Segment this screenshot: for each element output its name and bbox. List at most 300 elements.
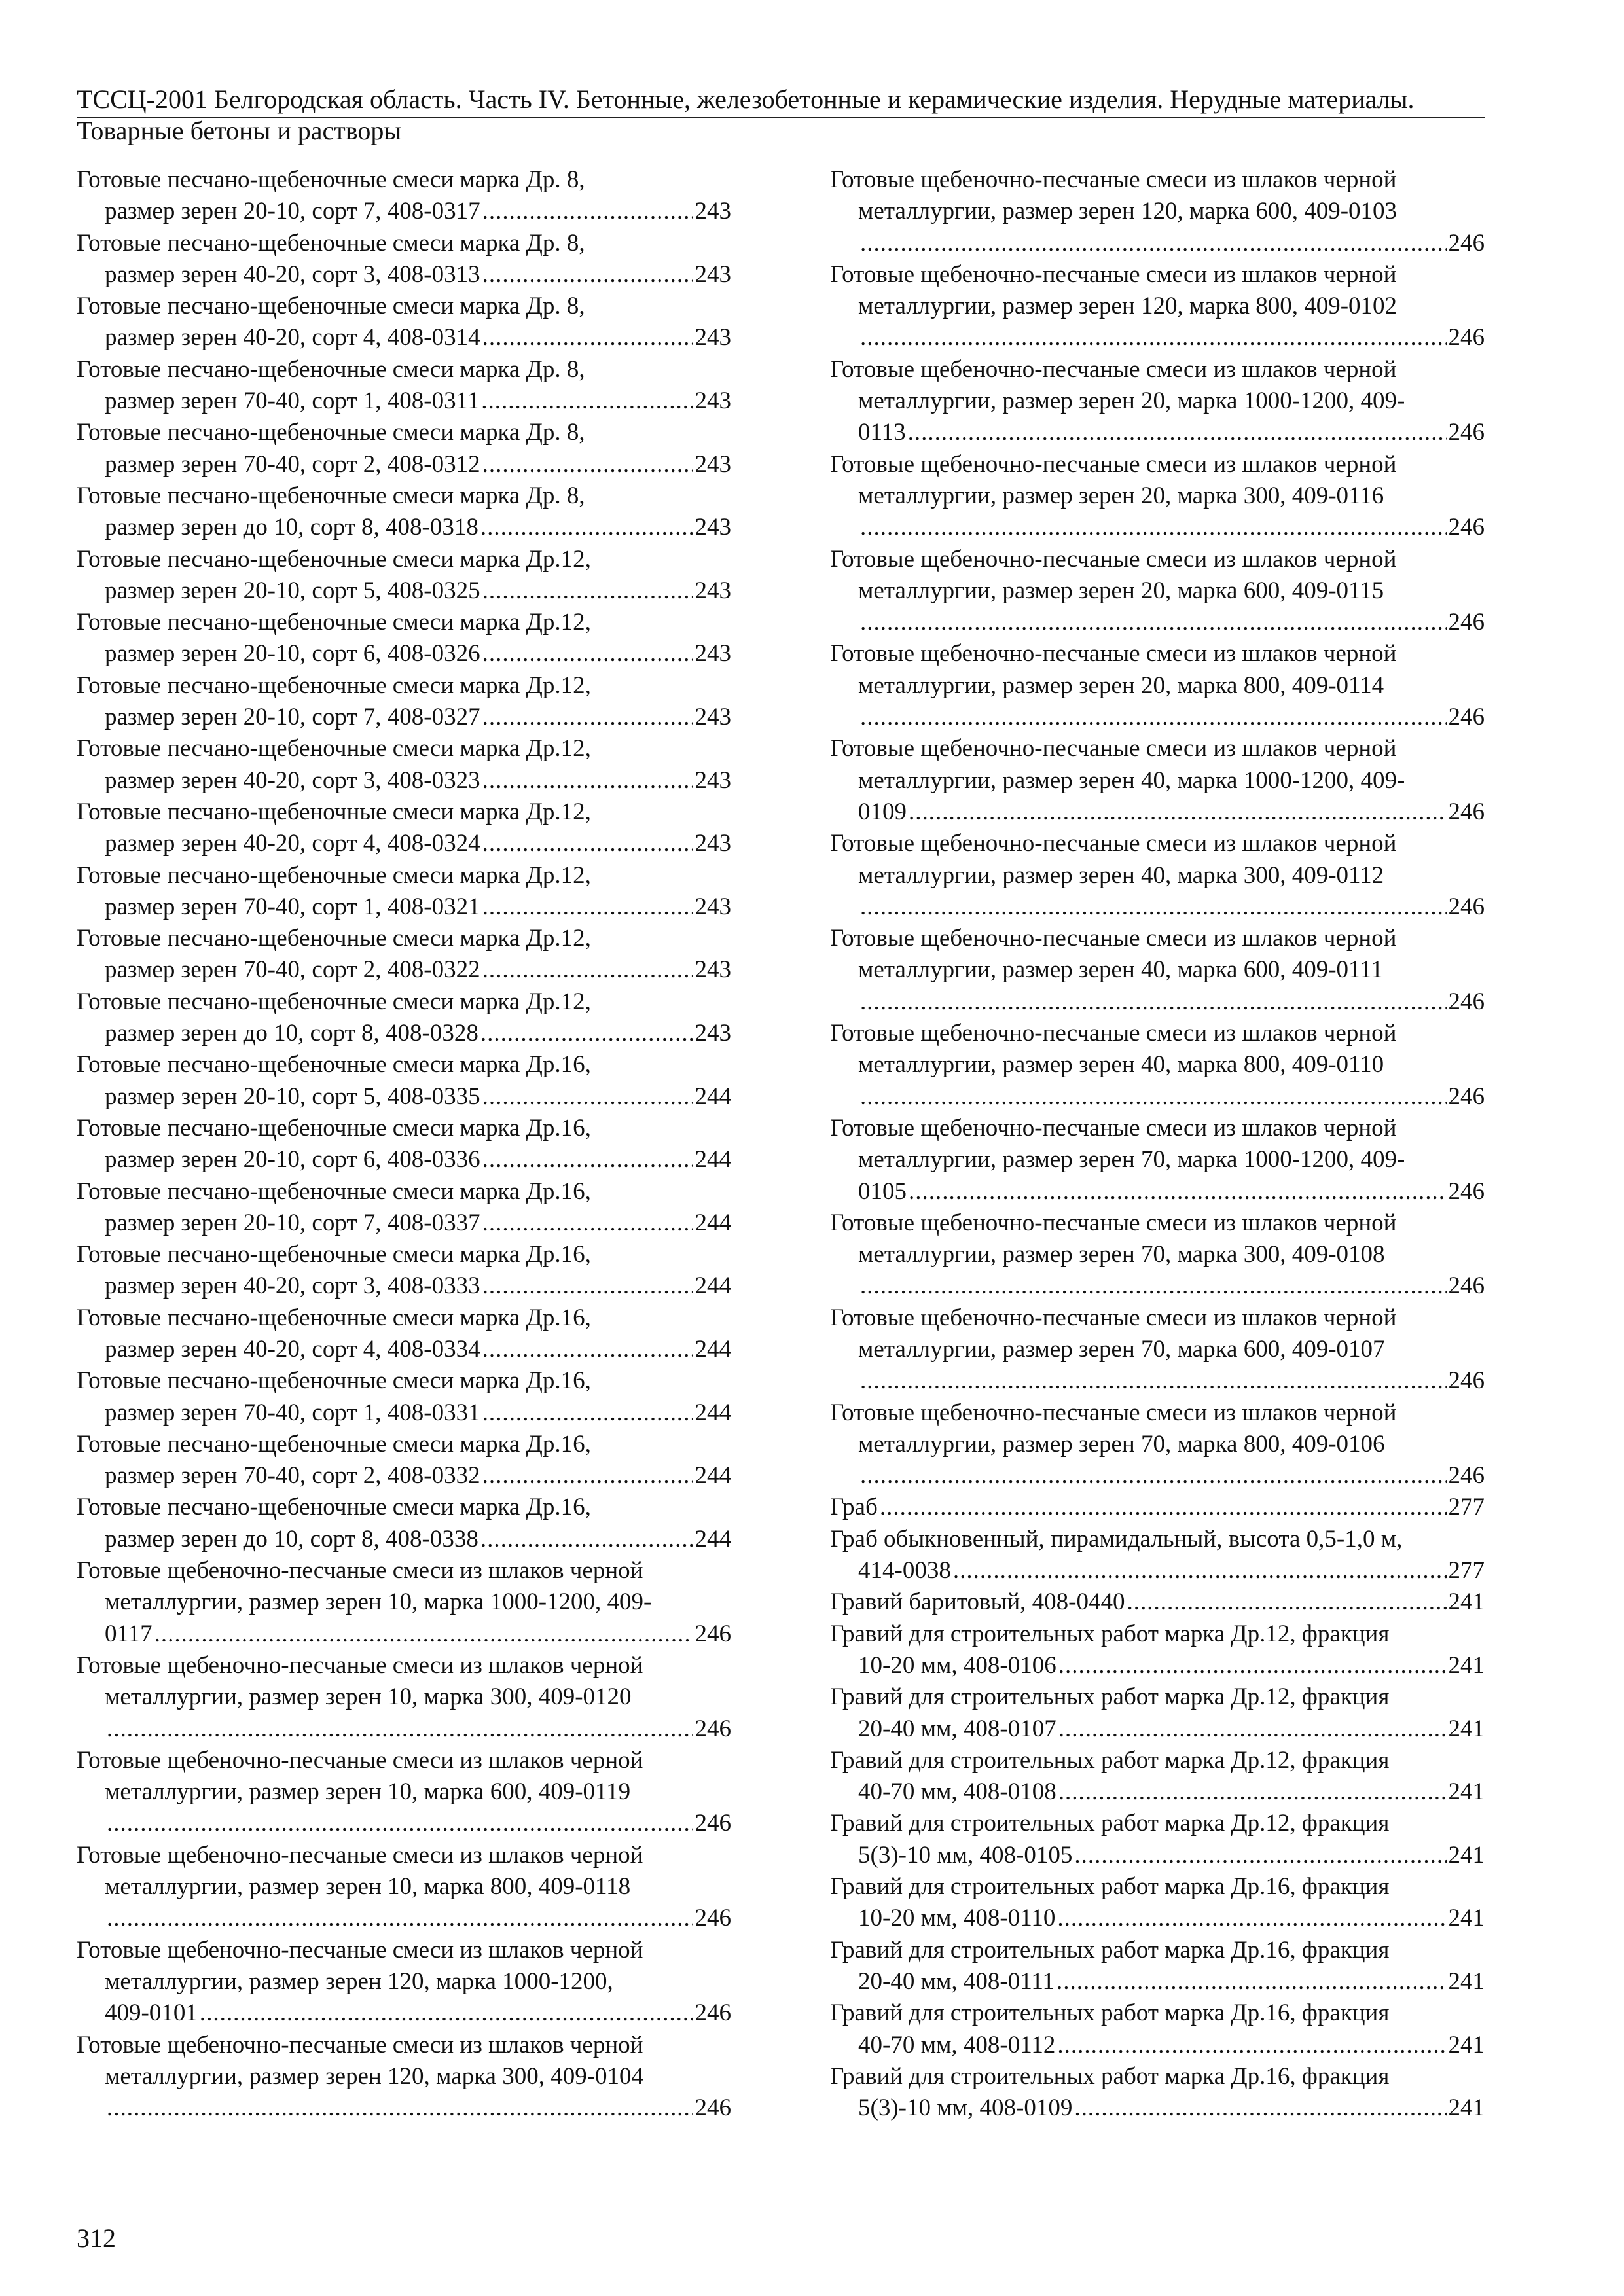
entry-text: Гравий для строительных работ марка Др.12, фракция [830, 1810, 1390, 1837]
index-entry-line [830, 797, 1485, 828]
entry-text: Готовые щебеночно-песчаные смеси из шлаков черной [830, 925, 1397, 952]
entry-text: металлургии, размер зерен 10, марка 1000-1200, 409- [105, 1588, 652, 1616]
entry-text: Готовые песчано-щебеночные смеси марка Др.12, [77, 925, 591, 952]
entry-page-number: 244 [695, 1209, 731, 1236]
dot-leader [482, 1397, 693, 1429]
index-entry [77, 291, 731, 354]
entry-text: размер зерен 70-40, сорт 1, 408-0321 [105, 893, 480, 920]
index-entry-line [830, 702, 1485, 733]
index-entry-line [77, 196, 731, 227]
index-entry [830, 1524, 1485, 1587]
entry-text: Готовые песчано-щебеночные смеси марка Др.16, [77, 1430, 591, 1458]
entry-text: размер зерен 20-10, сорт 5, 408-0325 [105, 577, 480, 604]
entry-text: Готовые песчано-щебеночные смеси марка Др.12, [77, 545, 591, 573]
entry-text: размер зерен 70-40, сорт 1, 408-0311 [105, 387, 480, 415]
entry-text: Готовые щебеночно-песчаные смеси из шлаков черной [830, 830, 1397, 857]
entry-text: Готовые щебеночно-песчаные смеси из шлаков черной [77, 1557, 643, 1585]
entry-text: Готовые песчано-щебеночные смеси марка Др. 8, [77, 293, 585, 320]
index-entry [77, 1365, 731, 1429]
header-rule [77, 117, 1485, 118]
index-column-left [77, 164, 731, 2124]
running-header: ТССЦ-2001 Белгородская область. Часть IV. Бетонные, железобетонные и керамические изделия. Нерудные материалы. Товарные бетоны и растворы [77, 84, 1415, 145]
entry-page-number: 241 [1448, 1588, 1485, 1616]
index-entry [830, 164, 1485, 259]
entry-text: Готовые щебеночно-песчаные смеси из шлаков черной [830, 1114, 1397, 1141]
entry-page-number: 243 [695, 324, 731, 351]
entry-text: Готовые щебеночно-песчаные смеси из шлаков черной [830, 355, 1397, 383]
dot-leader [480, 1018, 693, 1049]
index-entry-line [77, 891, 731, 923]
entry-page-number: 246 [1448, 324, 1485, 351]
index-entry [830, 449, 1485, 544]
entry-page-number: 243 [695, 198, 731, 225]
entry-text: металлургии, размер зерен 10, марка 600, 409-0119 [105, 1778, 631, 1806]
entry-text: Гравий для строительных работ марка Др.16, фракция [830, 1936, 1390, 1964]
index-entry-line [77, 386, 731, 417]
index-entry [77, 480, 731, 544]
index-entry [830, 1619, 1485, 1682]
index-entry [77, 986, 731, 1050]
index-entry [830, 638, 1485, 733]
dot-leader [482, 449, 693, 480]
entry-text: Гравий для строительных работ марка Др.16, фракция [830, 2062, 1390, 2090]
entry-text: Готовые песчано-щебеночные смеси марка Др. 8, [77, 166, 585, 193]
entry-text: Граб обыкновенный, пирамидальный, высота 0,5-1,0 м, [830, 1525, 1403, 1552]
dot-leader [482, 1334, 693, 1365]
entry-page-number: 241 [1448, 2094, 1485, 2122]
entry-text: Готовые щебеночно-песчаные смеси из шлаков черной [77, 1746, 643, 1774]
index-entry-line [830, 1555, 1485, 1587]
entry-page-number: 241 [1448, 1778, 1485, 1806]
entry-page-number: 246 [1448, 514, 1485, 541]
entry-text: Гравий для строительных работ марка Др.12, фракция [830, 1683, 1390, 1711]
entry-page-number: 244 [695, 1399, 731, 1426]
index-entry-line [830, 1903, 1485, 1934]
index-entry-line [830, 228, 1485, 259]
dot-leader [1074, 2092, 1446, 2124]
entry-text: Готовые песчано-щебеночные смеси марка Др.16, [77, 1051, 591, 1079]
entry-page-number: 243 [695, 1020, 731, 1047]
index-entry [77, 1049, 731, 1113]
entry-text: размер зерен 40-20, сорт 3, 408-0323 [105, 766, 480, 794]
entry-page-number: 244 [695, 1272, 731, 1300]
entry-text: размер зерен 20-10, сорт 6, 408-0336 [105, 1146, 480, 1174]
index-entry [77, 733, 731, 797]
index-entry [830, 1681, 1485, 1745]
entry-page-number: 241 [1448, 2031, 1485, 2058]
entry-text: металлургии, размер зерен 40, марка 800, 409-0110 [858, 1051, 1384, 1079]
index-entry-line [830, 1713, 1485, 1745]
entry-text: размер зерен до 10, сорт 8, 408-0318 [105, 514, 478, 541]
index-entry [830, 1302, 1485, 1397]
entry-page-number: 246 [695, 2094, 731, 2122]
index-entry [77, 797, 731, 860]
entry-text: размер зерен 40-20, сорт 3, 408-0333 [105, 1272, 480, 1300]
entry-text: Готовые песчано-щебеночные смеси марка Др.12, [77, 609, 591, 636]
index-entry-line [77, 259, 731, 291]
dot-leader [481, 386, 693, 417]
dot-leader [1057, 2030, 1446, 2061]
entry-text: Готовые щебеночно-песчаные смеси из шлаков черной [830, 1020, 1397, 1047]
entry-text: Готовые щебеночно-песчаные смеси из шлаков черной [830, 640, 1397, 668]
index-entry-line [77, 449, 731, 480]
entry-text: металлургии, размер зерен 120, марка 1000-1200, [105, 1967, 613, 1995]
entry-text: Готовые щебеночно-песчаные смеси из шлаков черной [830, 735, 1397, 762]
entry-page-number: 244 [695, 1335, 731, 1363]
index-entry [830, 1492, 1485, 1523]
entry-text: Готовые песчано-щебеночные смеси марка Др.16, [77, 1304, 591, 1331]
index-entry [77, 1935, 731, 2030]
index-entry-line [77, 1334, 731, 1365]
entry-text: 0113 [858, 419, 906, 446]
entry-text: размер зерен 20-10, сорт 7, 408-0317 [105, 198, 480, 225]
index-entry [77, 923, 731, 986]
entry-text: Готовые щебеночно-песчаные смеси из шлаков черной [77, 1841, 643, 1869]
entry-text: металлургии, размер зерен 20, марка 600, 409-0115 [858, 577, 1384, 604]
index-entry-line [77, 1808, 731, 1839]
entry-page-number: 246 [1448, 798, 1485, 825]
index-entry [830, 1587, 1485, 1618]
index-entry [77, 1239, 731, 1302]
entry-text: Готовые щебеночно-песчаные смеси из шлаков черной [830, 1304, 1397, 1331]
index-entry [830, 1113, 1485, 1208]
entry-text: Гравий баритовый, 408-0440 [830, 1588, 1125, 1616]
entry-page-number: 241 [1448, 1841, 1485, 1869]
dot-leader [860, 1365, 1447, 1397]
entry-page-number: 246 [695, 2000, 731, 2027]
entry-page-number: 244 [695, 1462, 731, 1490]
index-entry-line [77, 1713, 731, 1745]
entry-text: размер зерен 40-20, сорт 3, 408-0313 [105, 260, 480, 288]
entry-page-number: 243 [695, 514, 731, 541]
index-entry-line [830, 1966, 1485, 1998]
entry-text: металлургии, размер зерен 20, марка 300, 409-0116 [858, 482, 1384, 509]
index-entry [830, 1745, 1485, 1808]
index-entry-line [77, 765, 731, 797]
entry-page-number: 246 [1448, 1462, 1485, 1490]
entry-text: 0109 [858, 798, 907, 825]
dot-leader [482, 575, 693, 607]
dot-leader [482, 259, 693, 291]
entry-text: Гравий для строительных работ марка Др.16, фракция [830, 2000, 1390, 2027]
entry-page-number: 246 [695, 1810, 731, 1837]
dot-leader [482, 702, 693, 733]
dot-leader [860, 1270, 1447, 1302]
entry-page-number: 241 [1448, 1715, 1485, 1742]
index-entry [77, 670, 731, 734]
index-entry-line [77, 638, 731, 670]
index-entry-line [830, 1176, 1485, 1208]
dot-leader [107, 1713, 693, 1745]
entry-text: 5(3)-10 мм, 408-0105 [858, 1841, 1073, 1869]
entry-text: металлургии, размер зерен 20, марка 1000-1200, 409- [858, 387, 1405, 415]
entry-text: металлургии, размер зерен 40, марка 1000-1200, 409- [858, 766, 1405, 794]
entry-text: размер зерен 70-40, сорт 2, 408-0332 [105, 1462, 480, 1490]
entry-text: Готовые щебеночно-песчаные смеси из шлаков черной [830, 1399, 1397, 1426]
dot-leader [860, 228, 1447, 259]
entry-page-number: 243 [695, 577, 731, 604]
dot-leader [107, 1903, 693, 1934]
dot-leader [860, 891, 1447, 923]
entry-text: Гравий для строительных работ марка Др.12, фракция [830, 1620, 1390, 1647]
entry-page-number: 243 [695, 387, 731, 415]
index-entry [830, 1208, 1485, 1302]
page-number: 312 [77, 2223, 116, 2253]
index-entry-line [77, 2092, 731, 2124]
entry-page-number: 246 [1448, 1367, 1485, 1395]
index-entry-line [77, 828, 731, 859]
index-entry [77, 1113, 731, 1176]
entry-text: 40-70 мм, 408-0108 [858, 1778, 1056, 1806]
dot-leader [908, 417, 1447, 448]
entry-text: Готовые щебеночно-песчаные смеси из шлаков черной [830, 166, 1397, 193]
entry-page-number: 244 [695, 1525, 731, 1552]
index-entry-line [830, 1776, 1485, 1808]
entry-page-number: 246 [1448, 419, 1485, 446]
dot-leader [860, 607, 1447, 638]
index-entry [77, 228, 731, 291]
index-entry [77, 354, 731, 418]
entry-text: размер зерен 70-40, сорт 2, 408-0312 [105, 450, 480, 478]
index-entry [830, 1808, 1485, 1871]
dot-leader [1058, 1776, 1447, 1808]
index-entry-line [830, 417, 1485, 448]
dot-leader [107, 1808, 693, 1839]
dot-leader [953, 1555, 1447, 1587]
dot-leader [1057, 1903, 1446, 1934]
entry-text: 0105 [858, 1177, 907, 1205]
entry-text: металлургии, размер зерен 70, марка 800, 409-0106 [858, 1430, 1385, 1458]
index-entry [830, 1998, 1485, 2061]
index-entry-line [830, 322, 1485, 353]
entry-text: 409-0101 [105, 2000, 198, 2027]
entry-page-number: 246 [1448, 1272, 1485, 1300]
entry-text: металлургии, размер зерен 120, марка 300, 409-0104 [105, 2062, 644, 2090]
index-entry-line [77, 1619, 731, 1650]
entry-text: размер зерен 20-10, сорт 6, 408-0326 [105, 640, 480, 668]
index-entry [830, 828, 1485, 923]
dot-leader [480, 1524, 693, 1555]
index-entry [77, 860, 731, 924]
index-entry-line [77, 1018, 731, 1049]
entry-text: размер зерен 70-40, сорт 2, 408-0322 [105, 956, 480, 984]
dot-leader [482, 1208, 693, 1239]
entry-page-number: 241 [1448, 1651, 1485, 1679]
entry-text: Готовые песчано-щебеночные смеси марка Др.16, [77, 1367, 591, 1395]
entry-page-number: 246 [1448, 988, 1485, 1015]
entry-text: Гравий для строительных работ марка Др.12, фракция [830, 1746, 1390, 1774]
index-entry [77, 1176, 731, 1240]
entry-text: размер зерен 70-40, сорт 1, 408-0331 [105, 1399, 480, 1426]
entry-page-number: 244 [695, 1083, 731, 1110]
index-entry-line [830, 2092, 1485, 2124]
index-entry [830, 1935, 1485, 1998]
entry-text: размер зерен до 10, сорт 8, 408-0338 [105, 1525, 478, 1552]
dot-leader [200, 1998, 693, 2029]
entry-text: металлургии, размер зерен 70, марка 300, 409-0108 [858, 1241, 1385, 1268]
index-entry-line [77, 1397, 731, 1429]
entry-text: 20-40 мм, 408-0107 [858, 1715, 1056, 1742]
entry-page-number: 243 [695, 260, 731, 288]
index-entry [830, 354, 1485, 449]
index-entry [830, 1018, 1485, 1113]
entry-text: размер зерен 40-20, сорт 4, 408-0324 [105, 830, 480, 857]
entry-text: Готовые щебеночно-песчаные смеси из шлаков черной [830, 545, 1397, 573]
entry-text: металлургии, размер зерен 10, марка 300, 409-0120 [105, 1683, 632, 1711]
entry-text: размер зерен 20-10, сорт 7, 408-0337 [105, 1209, 480, 1236]
dot-leader [482, 828, 693, 859]
index-entry [77, 1555, 731, 1650]
entry-text: Готовые щебеночно-песчаные смеси из шлаков черной [77, 1651, 643, 1679]
index-entry-line [77, 1144, 731, 1175]
index-entry-line [77, 575, 731, 607]
index-entry-line [830, 1270, 1485, 1302]
entry-text: 414-0038 [858, 1557, 951, 1585]
entry-text: металлургии, размер зерен 20, марка 800, 409-0114 [858, 672, 1384, 699]
dot-leader [482, 1460, 693, 1492]
index-entry [77, 1302, 731, 1366]
entry-page-number: 246 [1448, 1177, 1485, 1205]
entry-page-number: 243 [695, 766, 731, 794]
entry-text: металлургии, размер зерен 70, марка 600, 409-0107 [858, 1335, 1385, 1363]
index-entry-line [830, 512, 1485, 543]
entry-text: металлургии, размер зерен 70, марка 1000-1200, 409- [858, 1146, 1405, 1174]
entry-page-number: 246 [695, 1715, 731, 1742]
index-entry-line [830, 986, 1485, 1018]
index-entry-line [830, 1650, 1485, 1681]
entry-page-number: 243 [695, 830, 731, 857]
index-entry-line [77, 1998, 731, 2029]
index-entry-line [830, 1492, 1485, 1523]
index-entry [77, 1492, 731, 1555]
index-entry [830, 1871, 1485, 1935]
dot-leader [1058, 1650, 1447, 1681]
entry-text: 0117 [105, 1620, 153, 1647]
entry-page-number: 246 [1448, 609, 1485, 636]
dot-leader [909, 1176, 1447, 1208]
index-column-right [830, 164, 1485, 2124]
entry-page-number: 277 [1448, 1494, 1485, 1521]
dot-leader [1074, 1840, 1446, 1871]
index-entry [830, 1397, 1485, 1492]
entry-text: Гравий для строительных работ марка Др.16, фракция [830, 1873, 1390, 1901]
dot-leader [1058, 1713, 1447, 1745]
dot-leader [482, 322, 693, 353]
index-entry-line [77, 954, 731, 986]
index-entry-line [77, 1081, 731, 1113]
entry-page-number: 246 [1448, 229, 1485, 257]
dot-leader [482, 638, 693, 670]
dot-leader [482, 1081, 693, 1113]
entry-page-number: 241 [1448, 1905, 1485, 1932]
index-entry [77, 1650, 731, 1745]
entry-text: размер зерен 20-10, сорт 5, 408-0335 [105, 1083, 480, 1110]
dot-leader [107, 2092, 693, 2124]
entry-text: Готовые щебеночно-песчаные смеси из шлаков черной [830, 1209, 1397, 1236]
entry-text: металлургии, размер зерен 120, марка 800, 409-0102 [858, 293, 1398, 320]
entry-text: Готовые песчано-щебеночные смеси марка Др.16, [77, 1114, 591, 1141]
index-entry-line [830, 1081, 1485, 1113]
entry-page-number: 243 [695, 956, 731, 984]
index-entry-line [830, 1840, 1485, 1871]
index-entry-line [77, 1208, 731, 1239]
index-entry [77, 2030, 731, 2125]
dot-leader [860, 702, 1447, 733]
entry-text: Готовые песчано-щебеночные смеси марка Др. 8, [77, 419, 585, 446]
entry-text: Готовые щебеночно-песчаные смеси из шлаков черной [830, 260, 1397, 288]
entry-page-number: 243 [695, 450, 731, 478]
entry-text: 5(3)-10 мм, 408-0109 [858, 2094, 1073, 2122]
entry-text: размер зерен 40-20, сорт 4, 408-0314 [105, 324, 480, 351]
index-entry [77, 164, 731, 228]
entry-text: 10-20 мм, 408-0110 [858, 1905, 1056, 1932]
index-entry [77, 1840, 731, 1935]
entry-text: Готовые песчано-щебеночные смеси марка Др.12, [77, 735, 591, 762]
entry-page-number: 246 [695, 1905, 731, 1932]
dot-leader [482, 1144, 693, 1175]
entry-text: металлургии, размер зерен 10, марка 800, 409-0118 [105, 1873, 631, 1901]
index-entry-line [830, 891, 1485, 923]
dot-leader [482, 1270, 693, 1302]
dot-leader [482, 891, 693, 923]
entry-text: Готовые песчано-щебеночные смеси марка Др. 8, [77, 229, 585, 257]
entry-text: Готовые щебеночно-песчаные смеси из шлаков черной [830, 450, 1397, 478]
index-entry [830, 544, 1485, 639]
index-entry-line [77, 1524, 731, 1555]
dot-leader [482, 954, 693, 986]
entry-text: Готовые песчано-щебеночные смеси марка Др.12, [77, 988, 591, 1015]
entry-page-number: 246 [1448, 704, 1485, 731]
index-entry [77, 607, 731, 670]
entry-page-number: 241 [1448, 1967, 1485, 1995]
dot-leader [482, 196, 693, 227]
entry-page-number: 244 [695, 1146, 731, 1174]
index-entry [77, 417, 731, 480]
entry-text: размер зерен 40-20, сорт 4, 408-0334 [105, 1335, 480, 1363]
index-entry [77, 544, 731, 607]
index-entry-line [830, 607, 1485, 638]
dot-leader [1056, 1966, 1447, 1998]
index-entry [830, 923, 1485, 1018]
entry-text: Готовые песчано-щебеночные смеси марка Др.16, [77, 1241, 591, 1268]
entry-text: Готовые щебеночно-песчаные смеси из шлаков черной [77, 1936, 643, 1964]
dot-leader [480, 512, 693, 543]
dot-leader [482, 765, 693, 797]
entry-page-number: 243 [695, 893, 731, 920]
entry-text: размер зерен 20-10, сорт 7, 408-0327 [105, 704, 480, 731]
index-entry-line [830, 2030, 1485, 2061]
index-entry-line [77, 1460, 731, 1492]
index-entry [77, 1745, 731, 1840]
entry-text: Готовые песчано-щебеночные смеси марка Др. 8, [77, 355, 585, 383]
entry-page-number: 277 [1448, 1557, 1485, 1585]
entry-page-number: 243 [695, 704, 731, 731]
index-entry [830, 259, 1485, 354]
entry-page-number: 246 [1448, 1083, 1485, 1110]
dot-leader [880, 1492, 1447, 1523]
dot-leader [860, 1460, 1447, 1492]
dot-leader [909, 797, 1447, 828]
entry-text: Готовые песчано-щебеночные смеси марка Др.16, [77, 1177, 591, 1205]
entry-page-number: 246 [1448, 893, 1485, 920]
index-entry [830, 2061, 1485, 2125]
entry-text: металлургии, размер зерен 40, марка 600, 409-0111 [858, 956, 1383, 984]
entry-text: Готовые песчано-щебеночные смеси марка Др.12, [77, 798, 591, 825]
index-entry-line [77, 1270, 731, 1302]
index-entry-line [830, 1587, 1485, 1618]
entry-text: металлургии, размер зерен 40, марка 300, 409-0112 [858, 861, 1384, 889]
entry-text: 40-70 мм, 408-0112 [858, 2031, 1056, 2058]
